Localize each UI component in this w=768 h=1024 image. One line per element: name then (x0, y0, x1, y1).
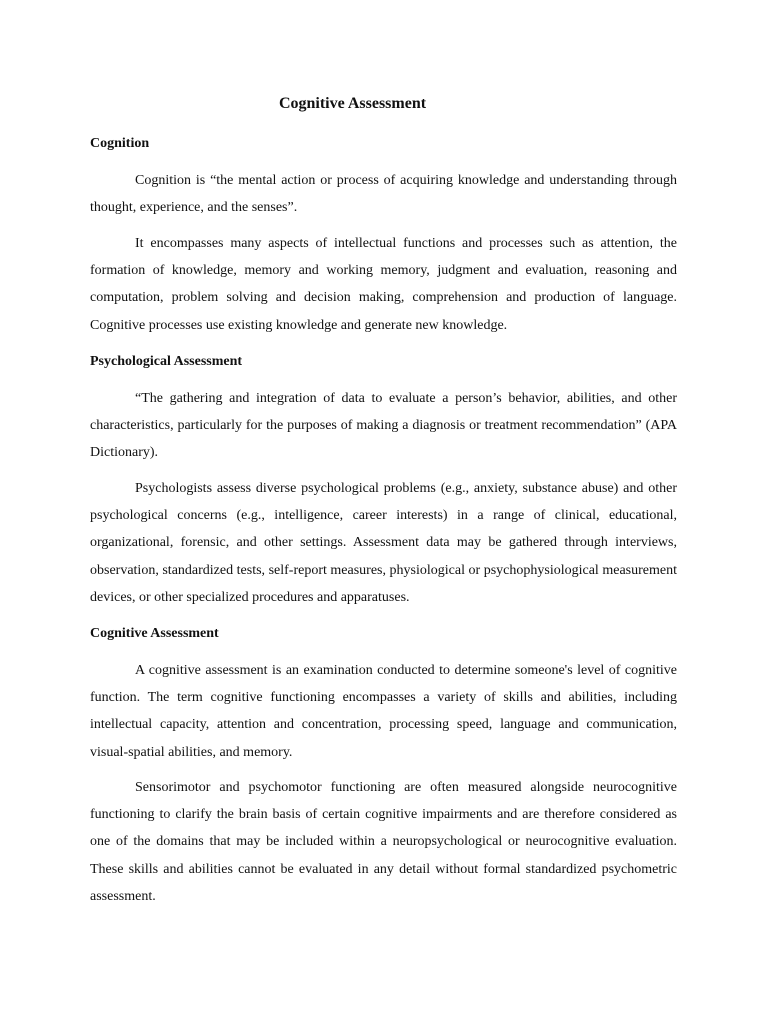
paragraph-cognitive-assessment-sensorimotor: Sensorimotor and psychomotor functioning are often measured alongside neurocognitive functioning to clarify the brain basis of certain cognitive impairments and are therefore considered as one of the domains that may be included within a neuropsychological or neurocognitive evaluation. These skills and abilities cannot be evaluated in any detail without formal standardized psychometric assessment. (90, 780, 677, 904)
paragraph-cognitive-assessment-definition: A cognitive assessment is an examination conducted to determine someone's level of cognitive function. The term cognitive functioning encompasses a variety of skills and abilities, including intellectual capacity, attention and concentration, processing speed, language and communication, visual-spatial abilities, and memory. (90, 663, 677, 760)
paragraph-psychological-assessment-definition: “The gathering and integration of data to evaluate a person’s behavior, abilities, and other characteristics, particularly for the purposes of making a diagnosis or treatment recommendation” (APA Dictionary). (90, 391, 677, 461)
section-heading-cognition: Cognition (90, 136, 150, 151)
paragraph-cognition-aspects: It encompasses many aspects of intellectual functions and processes such as attention, the formation of knowledge, memory and working memory, judgment and evaluation, reasoning and computation, problem solving and decision making, comprehension and production of language. Cognitive processes use existing knowledge and generate new knowledge. (90, 236, 677, 333)
section-heading-cognitive-assessment: Cognitive Assessment (90, 626, 219, 641)
paragraph-cognition-definition: Cognition is “the mental action or process of acquiring knowledge and understanding through thought, experience, and the senses”. (90, 173, 677, 216)
paragraph-psychological-assessment-details: Psychologists assess diverse psychological problems (e.g., anxiety, substance abuse) and other psychological concerns (e.g., intelligence, career interests) in a range of clinical, educational, organizational, forensic, and other settings. Assessment data may be gathered through interviews, observation, standardized tests, self-report measures, physiological or psychophysiological measurement devices, or other specialized procedures and apparatuses. (90, 481, 677, 605)
page-title: Cognitive Assessment (278, 95, 427, 112)
section-heading-psychological-assessment: Psychological Assessment (90, 354, 243, 369)
